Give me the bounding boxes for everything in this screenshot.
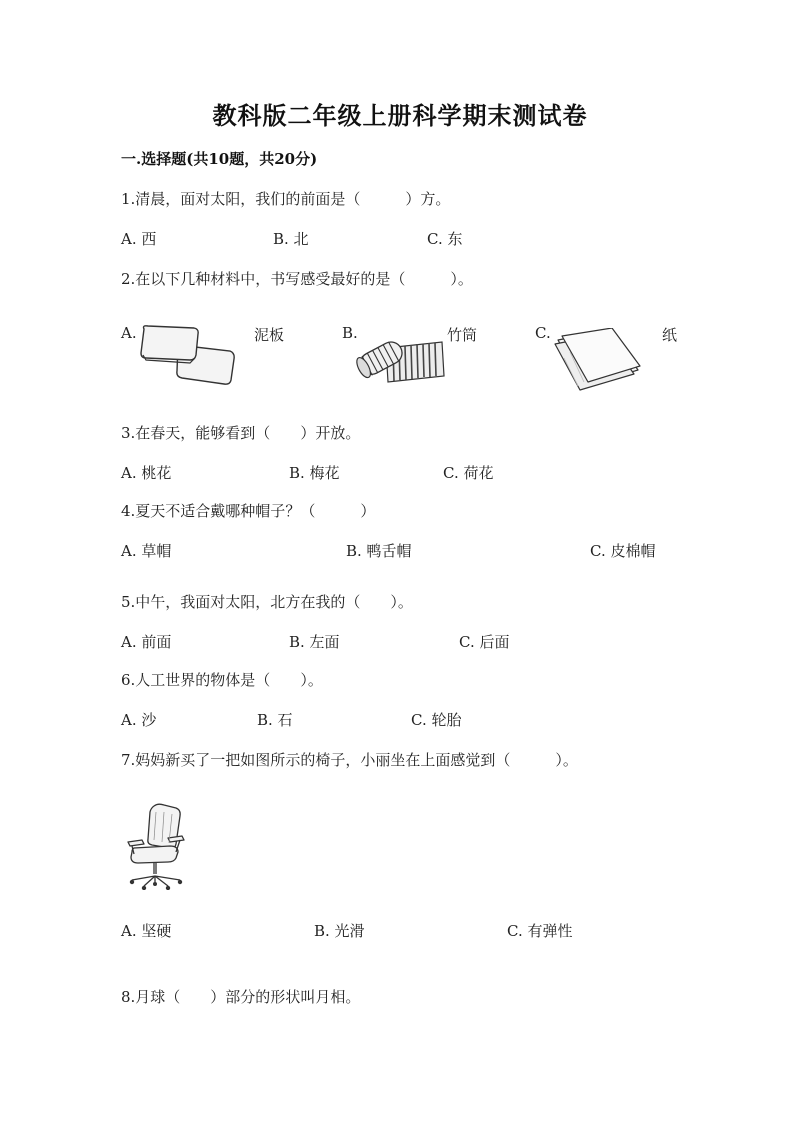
q6-option-c[interactable]: C. 轮胎 bbox=[411, 711, 462, 729]
question-7: 7.妈妈新买了一把如图所示的椅子，小丽坐在上面感觉到（ ）。 bbox=[121, 751, 578, 769]
q4-option-c[interactable]: C. 皮棉帽 bbox=[590, 542, 656, 560]
q4-option-a[interactable]: A. 草帽 bbox=[121, 542, 172, 560]
q4-option-b[interactable]: B. 鸭舌帽 bbox=[346, 542, 412, 560]
q5-option-c[interactable]: C. 后面 bbox=[459, 633, 510, 651]
question-2: 2.在以下几种材料中，书写感受最好的是（ ）。 bbox=[121, 270, 473, 288]
q7-option-a[interactable]: A. 坚硬 bbox=[121, 922, 172, 940]
q6-option-b[interactable]: B. 石 bbox=[257, 711, 293, 729]
office-chair-icon bbox=[124, 802, 188, 894]
q1-option-c[interactable]: C. 东 bbox=[427, 230, 463, 248]
question-6: 6.人工世界的物体是（ ）。 bbox=[121, 671, 323, 689]
question-3: 3.在春天，能够看到（ ）开放。 bbox=[121, 424, 361, 442]
bamboo-slips-icon bbox=[356, 330, 446, 394]
q2-option-c-label[interactable]: C. bbox=[535, 324, 551, 342]
paper-sheets-icon bbox=[552, 328, 642, 396]
section-heading: 一.选择题(共10题，共20分) bbox=[121, 150, 318, 168]
q2-option-c-text[interactable]: 纸 bbox=[662, 326, 678, 344]
q1-option-b[interactable]: B. 北 bbox=[273, 230, 309, 248]
q2-option-a-label[interactable]: A. bbox=[121, 324, 137, 342]
q1-option-a[interactable]: A. 西 bbox=[121, 230, 157, 248]
q5-option-b[interactable]: B. 左面 bbox=[289, 633, 340, 651]
q3-option-a[interactable]: A. 桃花 bbox=[121, 464, 172, 482]
q5-option-a[interactable]: A. 前面 bbox=[121, 633, 172, 651]
question-1: 1.清晨，面对太阳，我们的前面是（ ）方。 bbox=[121, 190, 451, 208]
q3-option-c[interactable]: C. 荷花 bbox=[443, 464, 494, 482]
question-4: 4.夏天不适合戴哪种帽子？（ ） bbox=[121, 502, 376, 520]
page-title: 教科版二年级上册科学期末测试卷 bbox=[212, 101, 588, 130]
q3-option-b[interactable]: B. 梅花 bbox=[289, 464, 340, 482]
q7-option-b[interactable]: B. 光滑 bbox=[314, 922, 365, 940]
clay-board-icon bbox=[138, 325, 238, 389]
question-5: 5.中午，我面对太阳，北方在我的（ ）。 bbox=[121, 593, 413, 611]
question-8: 8.月球（ ）部分的形状叫月相。 bbox=[121, 988, 361, 1006]
q2-option-a-text[interactable]: 泥板 bbox=[254, 326, 285, 344]
q2-option-b-label[interactable]: B. bbox=[342, 324, 358, 342]
q6-option-a[interactable]: A. 沙 bbox=[121, 711, 157, 729]
q2-option-b-text[interactable]: 竹筒 bbox=[447, 326, 478, 344]
q7-option-c[interactable]: C. 有弹性 bbox=[507, 922, 573, 940]
